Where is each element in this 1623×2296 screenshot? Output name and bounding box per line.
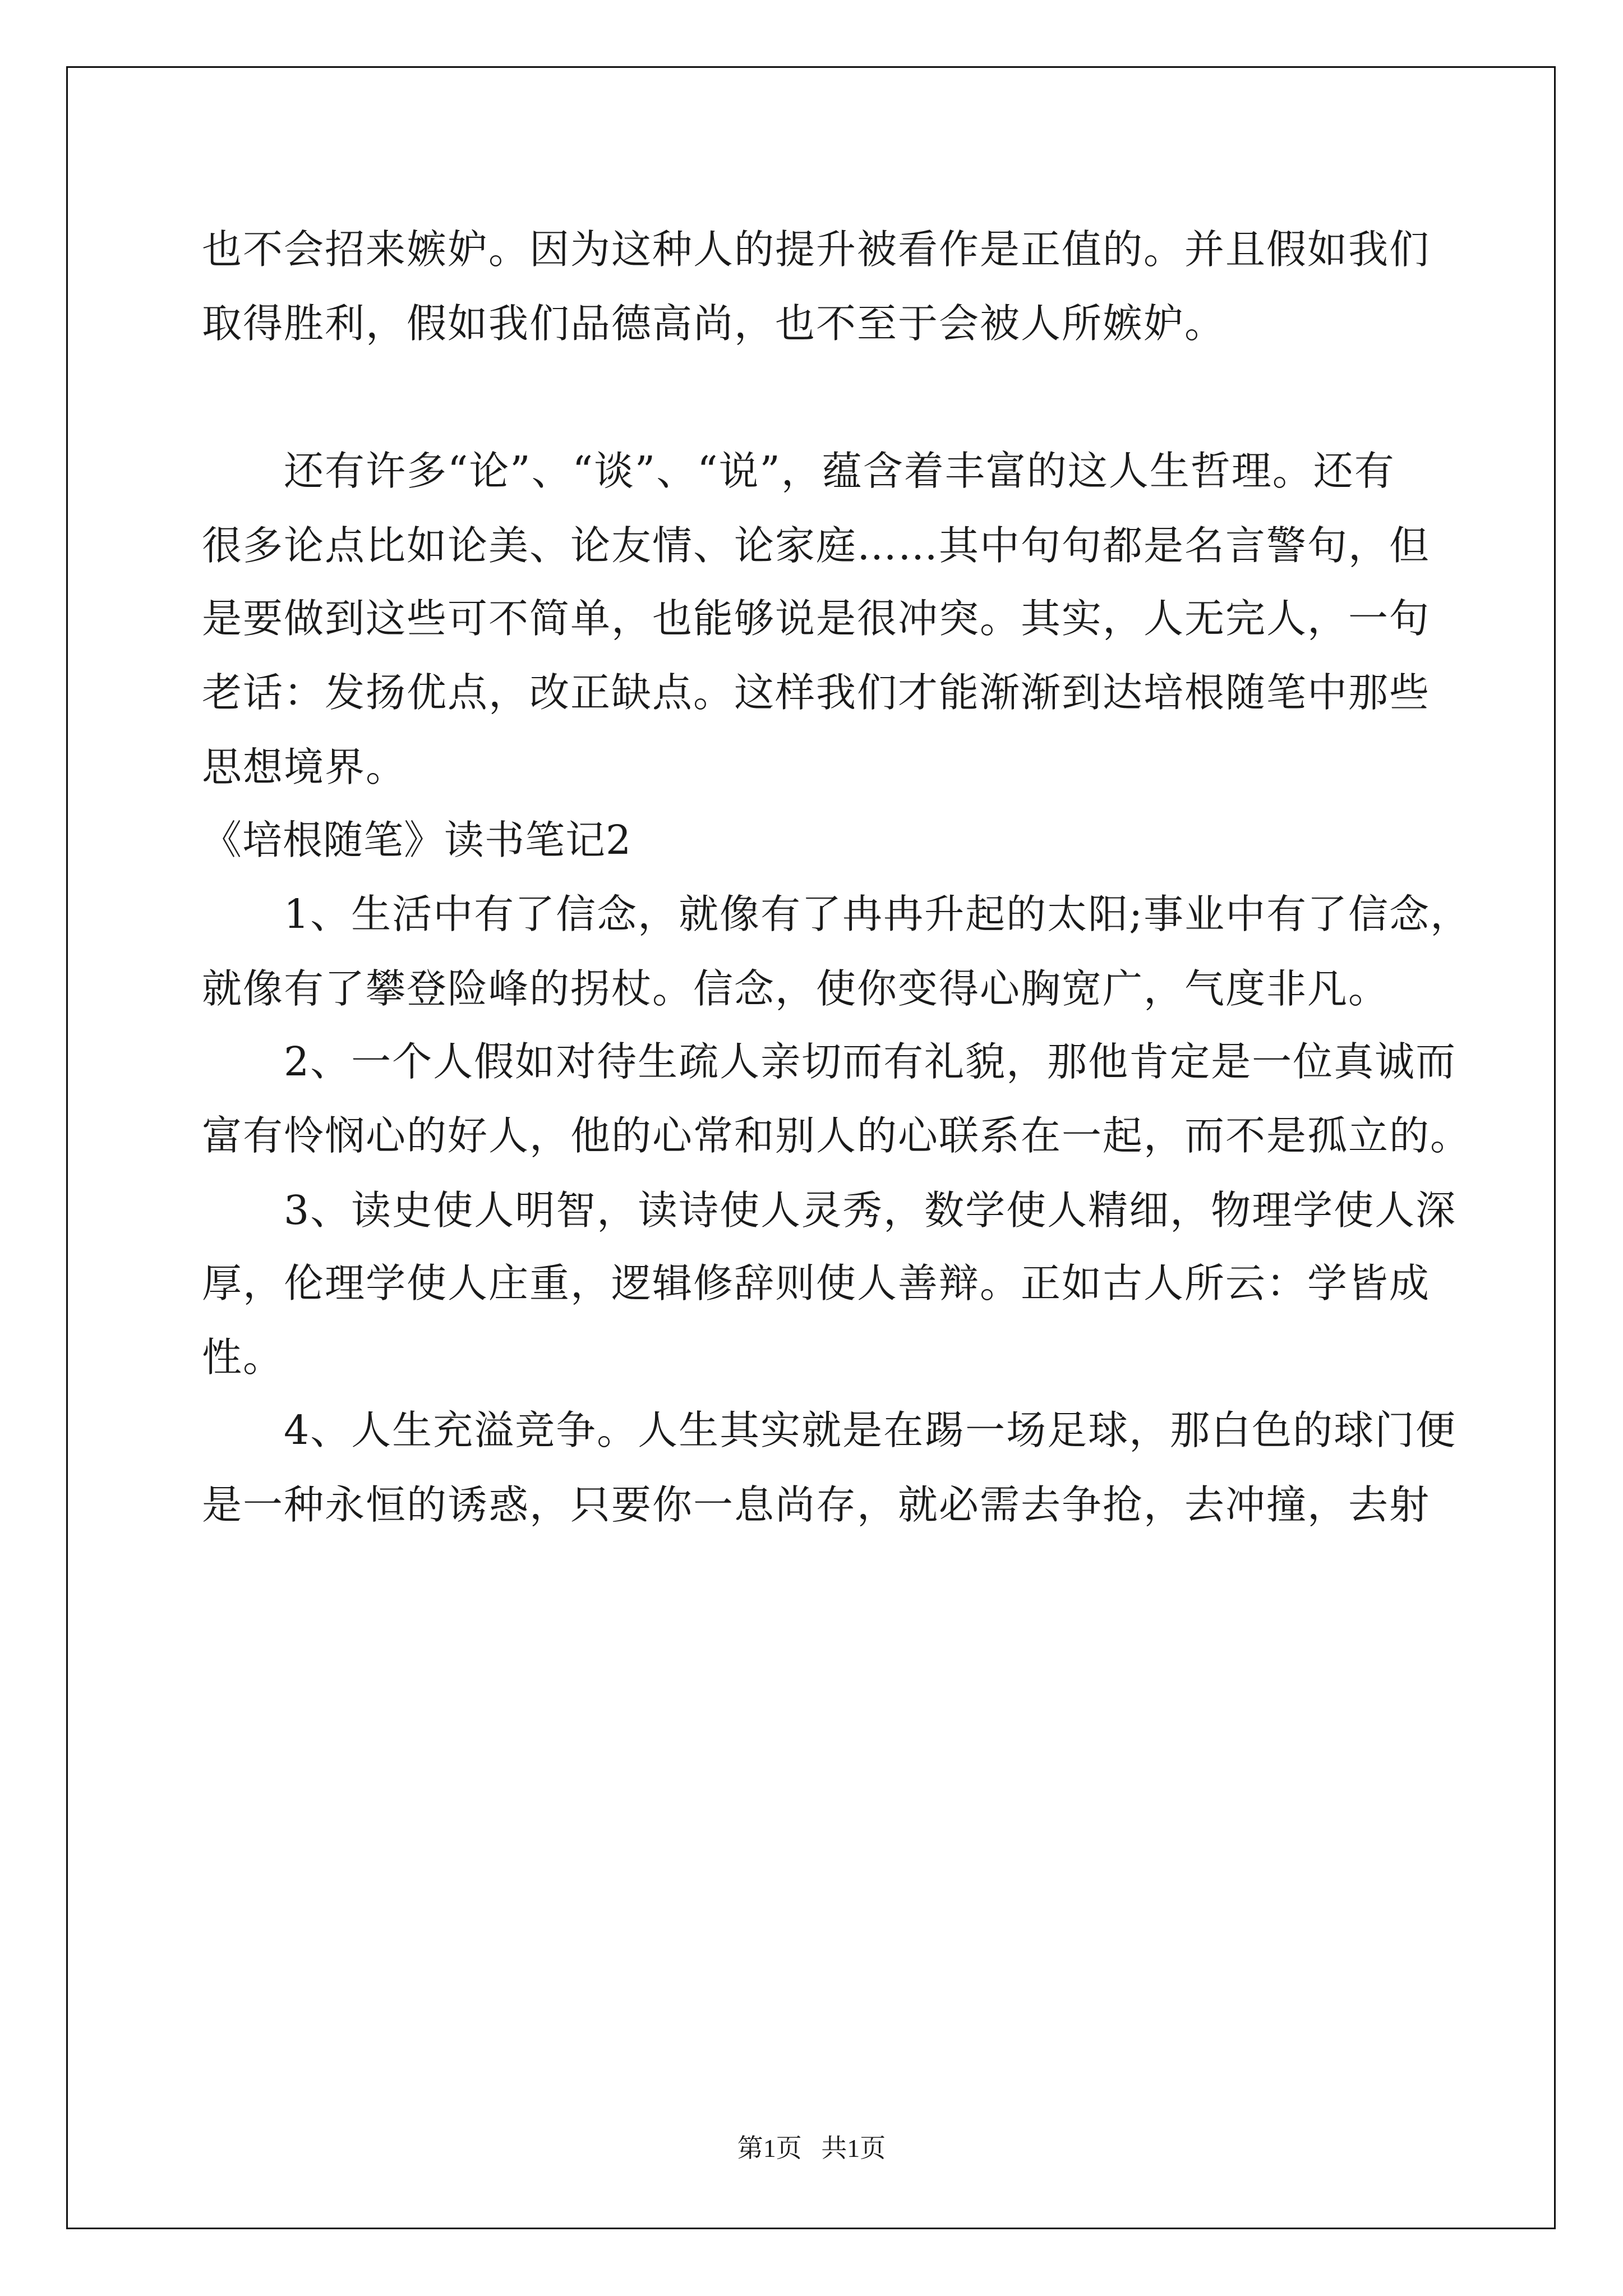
body-text-line: 也不会招来嫉妒。因为这种人的提升被看作是正值的。并且假如我们 (202, 226, 1431, 273)
body-text-line: 是一种永恒的诱惑，只要你一息尚存，就必需去争抢，去冲撞，去射 (202, 1481, 1431, 1528)
body-text-line: 厚，伦理学使人庄重，逻辑修辞则使人善辩。正如古人所云：学皆成 (202, 1260, 1431, 1306)
body-text-line: 2、一个人假如对待生疏人亲切而有礼貌，那他肯定是一位真诚而 (202, 1038, 1457, 1085)
body-text-line: 是要做到这些可不简单，也能够说是很冲突。其实，人无完人，一句 (202, 595, 1431, 642)
body-text-line: 3、读史使人明智，读诗使人灵秀，数学使人精细，物理学使人深 (202, 1187, 1457, 1234)
body-text-line: 性。 (202, 1334, 284, 1381)
body-text-line: 还有许多“论”、“谈”、“说”，蕴含着丰富的这人生哲理。还有 (202, 448, 1395, 494)
section-heading: 《培根随笔》读书笔记2 (202, 817, 632, 863)
body-text-line: 取得胜利，假如我们品德高尚，也不至于会被人所嫉妒。 (202, 300, 1226, 347)
page-number-footer: 第1页 共1页 (737, 2134, 886, 2162)
body-text-line: 就像有了攀登险峰的拐杖。信念，使你变得心胸宽广，气度非凡。 (202, 965, 1390, 1012)
body-text-line: 1、生活中有了信念，就像有了冉冉升起的太阳;事业中有了信念， (202, 891, 1472, 937)
body-text-line: 老话：发扬优点，改正缺点。这样我们才能渐渐到达培根随笔中那些 (202, 669, 1431, 716)
body-text-line: 很多论点比如论美、论友情、论家庭……其中句句都是名言警句，但 (202, 522, 1431, 569)
body-text-line: 思想境界。 (202, 744, 407, 790)
body-text-line: 4、人生充溢竞争。人生其实就是在踢一场足球，那白色的球门便 (202, 1407, 1457, 1453)
body-text-line: 富有怜悯心的好人，他的心常和别人的心联系在一起，而不是孤立的。 (202, 1112, 1472, 1159)
